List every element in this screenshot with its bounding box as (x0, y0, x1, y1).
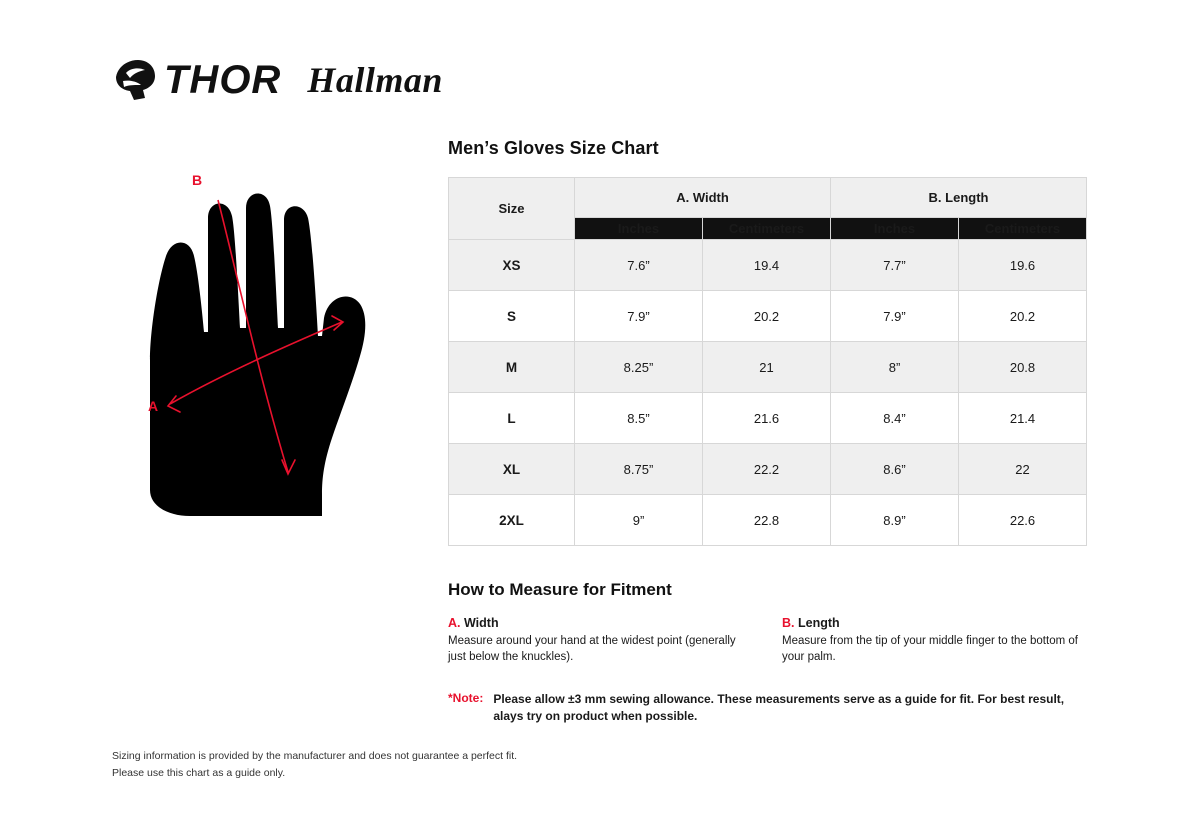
brand-header (112, 50, 443, 110)
header-width-centimeters: Centimeters (703, 218, 831, 240)
table-row (449, 495, 1087, 546)
cell-size: 2XL (449, 495, 575, 546)
thor-logo (112, 57, 281, 103)
cell-width-cm: 22.2 (703, 444, 831, 495)
cell-size: XS (449, 240, 575, 291)
header-width-inches: Inches (575, 218, 703, 240)
note-text: Please allow ±3 mm sewing allowance. These measurements serve as a guide for fit. For best result, alays try on product when possible. (493, 692, 1065, 724)
cell-length-cm: 19.6 (959, 240, 1087, 291)
cell-length-in: 8.9” (831, 495, 959, 546)
cell-width-in: 8.75” (575, 444, 703, 495)
cell-width-cm: 22.8 (703, 495, 831, 546)
measure-length-heading (782, 616, 1082, 630)
cell-length-cm: 22 (959, 444, 1087, 495)
note-row (448, 691, 1088, 726)
how-to-measure-title: How to Measure for Fitment (448, 580, 672, 599)
glove-illustration (110, 160, 440, 540)
chart-column (448, 138, 1088, 726)
cell-width-cm: 19.4 (703, 240, 831, 291)
page-title: Men’s Gloves Size Chart (448, 138, 659, 158)
cell-width-cm: 21 (703, 342, 831, 393)
cell-length-cm: 20.8 (959, 342, 1087, 393)
size-chart-table (448, 177, 1087, 546)
footer-disclaimer (112, 748, 517, 782)
cell-length-in: 8.4” (831, 393, 959, 444)
glove-label-b: B (192, 172, 203, 188)
cell-length-cm: 21.4 (959, 393, 1087, 444)
footer-line-2: Please use this chart as a guide only. (112, 766, 286, 779)
header-group-width: A. Width (575, 178, 831, 218)
cell-size: M (449, 342, 575, 393)
table-row (449, 342, 1087, 393)
measure-width-heading (448, 616, 748, 630)
table-row (449, 291, 1087, 342)
glove-silhouette-icon (110, 160, 440, 540)
cell-width-in: 7.9” (575, 291, 703, 342)
note-label: *Note: (448, 691, 484, 706)
cell-size: L (449, 393, 575, 444)
cell-width-cm: 20.2 (703, 291, 831, 342)
cell-size: S (449, 291, 575, 342)
cell-width-in: 8.5” (575, 393, 703, 444)
header-size: Size (449, 178, 575, 240)
table-row (449, 240, 1087, 291)
cell-width-cm: 21.6 (703, 393, 831, 444)
measure-width-text: Measure around your hand at the widest point (generally just below the knuckles). (448, 635, 736, 663)
header-group-length: B. Length (831, 178, 1087, 218)
measure-length-letter: B. (782, 616, 795, 630)
table-row (449, 393, 1087, 444)
cell-length-in: 7.9” (831, 291, 959, 342)
measure-width-letter: A. (448, 616, 461, 630)
cell-length-in: 8.6” (831, 444, 959, 495)
table-row (449, 444, 1087, 495)
cell-width-in: 7.6” (575, 240, 703, 291)
how-to-measure-section (448, 580, 1088, 726)
cell-width-in: 9” (575, 495, 703, 546)
measure-length-name: Length (797, 616, 840, 630)
cell-length-cm: 20.2 (959, 291, 1087, 342)
hallman-wordmark: Hallman (307, 60, 443, 100)
header-length-centimeters: Centimeters (959, 218, 1087, 240)
footer-line-1: Sizing information is provided by the manufacturer and does not guarantee a perfect fit. (112, 750, 518, 762)
measure-width-block (448, 616, 748, 665)
cell-length-cm: 22.6 (959, 495, 1087, 546)
thor-wordmark: THOR (164, 58, 282, 102)
cell-width-in: 8.25” (575, 342, 703, 393)
thor-helmet-icon (112, 57, 158, 103)
cell-length-in: 8” (831, 342, 959, 393)
glove-label-a: A (148, 398, 159, 414)
measure-length-block (782, 616, 1082, 665)
measure-width-name: Width (463, 616, 499, 630)
cell-length-in: 7.7” (831, 240, 959, 291)
cell-size: XL (449, 444, 575, 495)
measure-length-text: Measure from the tip of your middle finger to the bottom of your palm. (782, 635, 1078, 663)
header-length-inches: Inches (831, 218, 959, 240)
